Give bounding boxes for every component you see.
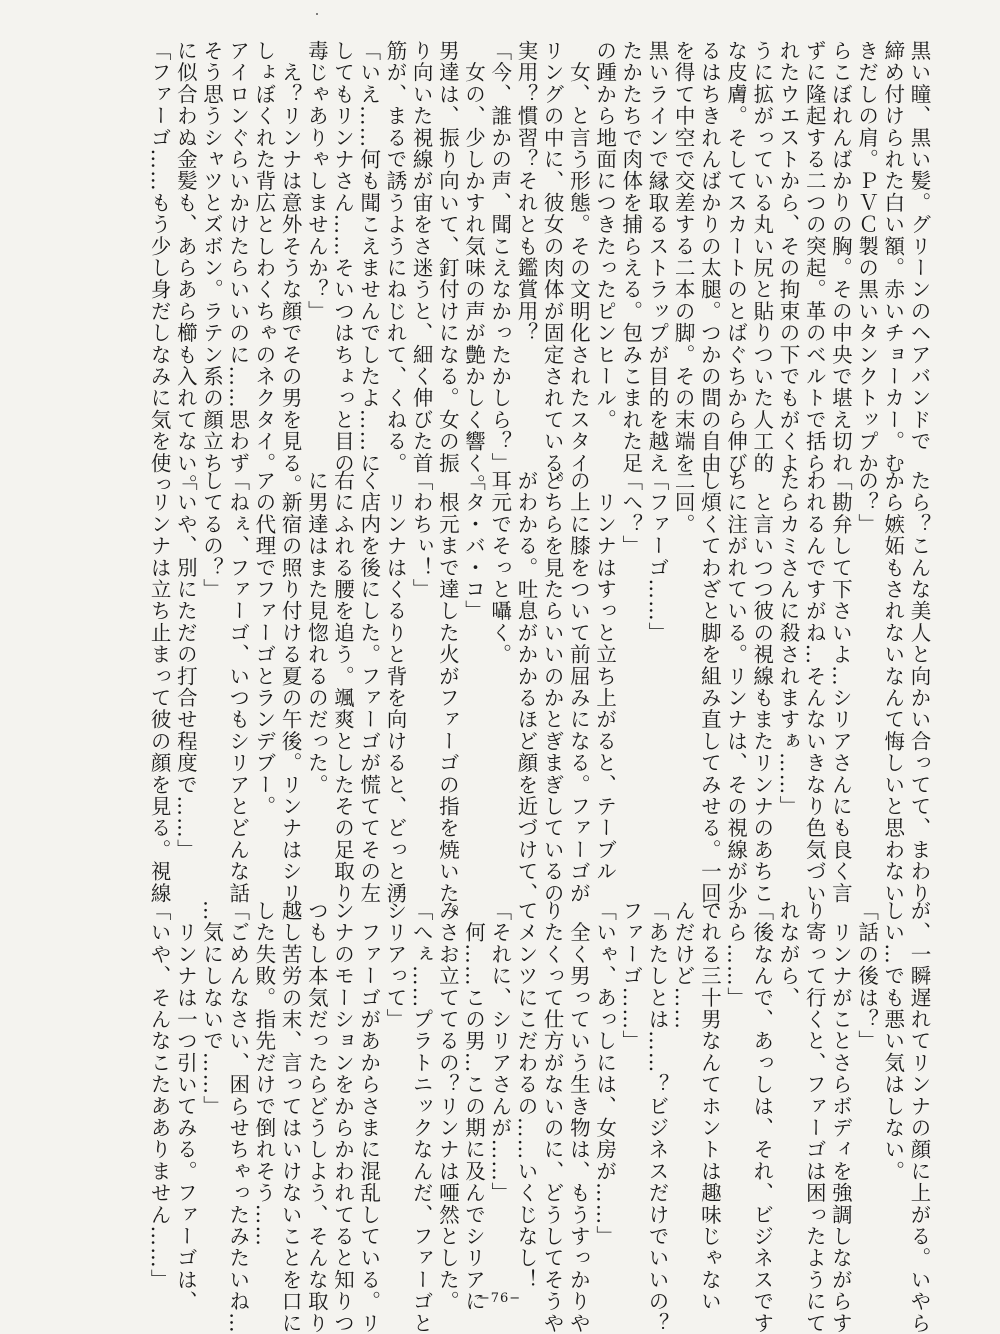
- text-line: 何……この男…この期に及んでシリアに: [461, 900, 486, 1313]
- text-line: 「ごめんなさい、困らせちゃったみたいね…: [225, 900, 250, 1334]
- text-line: した失敗。指先だけで倒れそう……: [251, 900, 276, 1248]
- text-line: 「それに、シリアさんが……」: [487, 900, 512, 1204]
- text-line: く店内を後にした。ファーゴが慌ててその左: [356, 470, 381, 904]
- text-line: から……」: [723, 900, 748, 1009]
- text-line: 「あたしとは……？ビジネスだけでいいの？: [644, 900, 669, 1334]
- text-line: 「いえ……何も聞こえませんでしたよ……に: [356, 40, 381, 474]
- text-line: 「話の後は？」: [854, 900, 879, 1052]
- text-line: 「いや、そんなこたあありません……」: [147, 900, 172, 1291]
- text-line: な皮膚。そしてスカートのとばぐちから伸び: [723, 40, 748, 474]
- text-line: シリアって」: [382, 900, 407, 1031]
- text-line: 「ファーゴ……もう少し身だしなみに気を使っ: [147, 40, 172, 496]
- text-line: を得て中空で交差する二本の脚。その末端を: [671, 40, 696, 474]
- text-line: ちに注がれている。リンナは、その視線が少: [723, 470, 748, 904]
- text-line: リングの中に、彼女の肉体が固定されている。: [540, 40, 565, 496]
- text-line: 女、と言う形態。その文明化されたスタイ: [566, 40, 591, 474]
- text-line: たらカミさんに殺されますぁ……」: [775, 470, 800, 818]
- text-line: リンナはすっと立ち上がると、テーブル: [592, 470, 617, 883]
- text-line: アの代理でファーゴとランデブー。: [251, 470, 276, 818]
- text-section-top: [147, 40, 932, 496]
- text-line: してもリンナさん……そいつはちょっと目の: [330, 40, 355, 474]
- text-line: の？」: [854, 470, 879, 536]
- text-line: ンナのモーションをからかわれてると知りつ: [330, 900, 355, 1334]
- text-line: どちらを見たらいいのかとぎまぎしているの: [540, 470, 565, 904]
- text-line: うに拡がっている丸い尻と貼りついた人工的: [749, 40, 774, 474]
- text-line: 「わちぃ！」: [409, 470, 434, 601]
- text-line: 毒じゃありゃしませんか？」: [304, 40, 329, 323]
- text-line: に男達はまた見惚れるのだった。: [304, 470, 329, 796]
- text-line: と言いつつ彼の視線もまたリンナのあちこ: [749, 470, 774, 904]
- text-line: り向いた視線が宙をさ迷うと、細く伸びた首: [409, 40, 434, 474]
- ink-speck: [316, 13, 318, 15]
- text-line: から嫉妬もされないなんて悔しいと思わない: [880, 470, 905, 904]
- text-line: 「今、誰かの声、聞こえなかったかしら？」: [487, 40, 512, 474]
- text-line: ファーゴがあからさまに混乱している。リ: [356, 900, 381, 1334]
- text-line: れながら、: [775, 900, 800, 1009]
- text-line: つもし本気だったらどうしよう、そんな取り: [304, 900, 329, 1334]
- page-number: −76−: [478, 1291, 522, 1306]
- text-line: ファーゴ……」: [618, 900, 643, 1052]
- text-line: 「いゃ、あっしには、女房が……」: [592, 900, 617, 1248]
- text-line: に似合わぬ金髪も、あらあら櫛も入れてない。: [173, 40, 198, 496]
- text-line: 二回。: [671, 470, 696, 536]
- text-line: 男達は、振り向いて、釘付けになる。女の振: [435, 40, 460, 474]
- text-line: 「へぇ……プラトニックなんだ、ファーゴと: [409, 900, 434, 1334]
- text-line: り寄って行くと、ファーゴは困ったようにて: [802, 900, 827, 1334]
- text-line: …気にしないで……」: [199, 900, 224, 1117]
- text-line: の踵から地面につきたったピンヒール。: [592, 40, 617, 431]
- text-line: リンナは一つ引いてみる。ファーゴは、: [173, 900, 198, 1313]
- text-line: 実用？慣習？それとも鑑賞用？: [513, 40, 538, 344]
- text-line: 根元まで達した火がファーゴの指を焼いた。: [435, 470, 460, 926]
- text-line: 右にふれる腰を追う。颯爽としたその足取り: [330, 470, 355, 904]
- text-line: 「勘弁して下さいよ…シリアさんにも良く言: [828, 470, 853, 904]
- text-line: 「ファーゴ……」: [644, 470, 669, 644]
- text-line: え？リンナは意外そうな顔でその男を見る。: [278, 40, 303, 496]
- text-line: 「いや、別にただの打合せ程度で……」: [173, 470, 198, 861]
- text-line: われるんですがね…そんないきなり色気づい: [802, 470, 827, 904]
- text-line: リンナがことさらボディを強調しながらす: [828, 900, 853, 1334]
- text-line: 黒い瞳、黒い髪。グリーンのヘアバンドで: [907, 40, 931, 453]
- text-section-middle: [147, 470, 932, 926]
- text-line: 筋が、まるで誘うようにねじれて、くねる。: [382, 40, 407, 474]
- text-line: てメンツにこだわるの……いくじなし！: [513, 900, 538, 1291]
- text-line: 越し苦労の末、言ってはいけないことを口に: [278, 900, 303, 1334]
- text-line: 締め付けられた白い額。赤いチョーカー。む: [880, 40, 905, 474]
- text-line: たかたちで肉体を捕らえる。包みこまれた足: [618, 40, 643, 474]
- text-line: れたウエストから、その拘束の下でもがくよ: [775, 40, 800, 474]
- text-line: し煩くてわざと脚を組み直してみせる。一回、: [697, 470, 722, 926]
- text-line: てれる三十男なんてホントは趣味じゃない: [697, 900, 722, 1313]
- text-line: ずに隆起する二つの突起。革のベルトで括ら: [802, 40, 827, 474]
- text-line: リンナは立ち止まって彼の顔を見る。視線: [147, 470, 172, 904]
- text-line: リンナはくるりと背を向けると、どっと湧: [382, 470, 407, 904]
- text-line: らこぼれんばかりの胸。その中央で堪え切れ: [828, 40, 853, 474]
- text-line: 「タ・バ・コ」: [461, 470, 486, 622]
- text-line: 「へ？」: [618, 470, 643, 557]
- text-line: 「後なんで、あっしは、それ、ビジネスです: [749, 900, 774, 1334]
- text-line: りたくって仕方がないのに、どうしてそうや: [540, 900, 565, 1334]
- text-line: んだけど……: [671, 900, 696, 1031]
- text-line: みさお立ててるの？リンナは唖然とした。: [435, 900, 460, 1313]
- text-line: が、一瞬遅れてリンナの顔に上がる。いやら: [907, 900, 931, 1334]
- text-line: がわかる。吐息がかかるほど顔を近づけて、: [513, 470, 538, 904]
- text-line: そう思うシャツとズボン。ラテン系の顔立ち: [199, 40, 224, 474]
- text-line: 新宿の照り付ける夏の午後。リンナはシリ: [278, 470, 303, 904]
- text-line: たら？こんな美人と向かい合ってて、まわり: [907, 470, 931, 904]
- text-line: の上に膝をついて前屈みになる。ファーゴが: [566, 470, 591, 904]
- text-line: しょぼくれた背広としわくちゃのネクタイ。: [251, 40, 276, 474]
- text-line: アイロンぐらいかけたらいいのに……思わず: [225, 40, 250, 474]
- text-line: るはちきれんばかりの太腿。つかの間の自由: [697, 40, 722, 474]
- text-line: 耳元でそっと囁く。: [487, 470, 512, 666]
- text-line: 女の、少しかすれ気味の声が艶かしく響く。: [461, 40, 486, 496]
- text-line: きだしの肩。ＰＶＣ製の黒いタンクトップか: [854, 40, 879, 474]
- text-line: してるの？」: [199, 470, 224, 601]
- text-line: しい…でも悪い気はしない。: [880, 900, 905, 1183]
- text-line: 全く男っていう生き物は、もうすっかりや: [566, 900, 591, 1334]
- text-line: 黒いラインで縁取るストラップが目的を越え: [644, 40, 669, 474]
- text-line: 「ねぇ、ファーゴ、いつもシリアとどんな話: [225, 470, 250, 904]
